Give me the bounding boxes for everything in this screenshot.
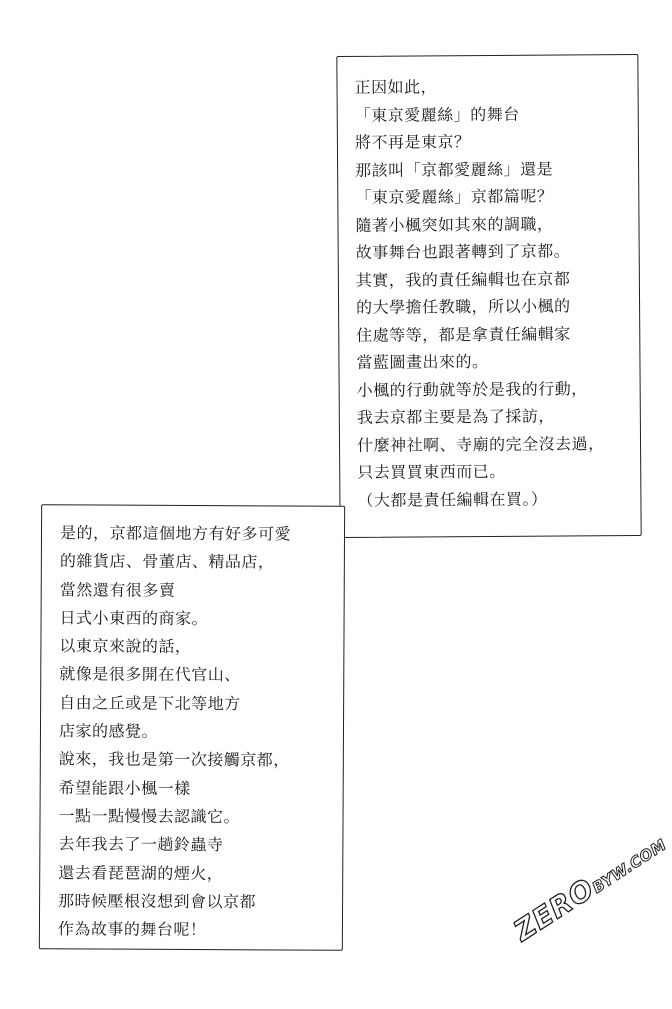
note-line: 當然還有很多賣 [59, 579, 176, 600]
note-box-top [336, 54, 641, 538]
note-line: 就像是很多開在代官山、 [59, 664, 241, 685]
note-line: 故事舞台也跟著轉到了京都。 [355, 241, 571, 262]
note-line: 將不再是東京？ [354, 132, 471, 152]
note-line: 正因如此， [354, 77, 438, 97]
note-line: 是的，京都這個地方有好多可愛 [59, 523, 292, 544]
note-line: 一點一點慢慢去認識它。 [58, 806, 241, 827]
note-line: （大都是責任編輯在買。） [357, 489, 548, 510]
note-line: 作為故事的舞台呢！ [57, 919, 207, 940]
note-line: 我去京都主要是為了採訪， [356, 406, 555, 427]
watermark-logo [508, 827, 669, 947]
note-line: 自由之丘或是下北等地方 [59, 693, 241, 714]
note-line: 還去看琵琶湖的煙火， [58, 862, 224, 883]
note-line: 住處等等，都是拿責任編輯家 [356, 323, 571, 345]
note-line: 店家的感覺。 [58, 721, 159, 741]
watermark-suffix: BYW.COM [589, 835, 670, 897]
note-line: 小楓的行動就等於是我的行動， [356, 378, 588, 400]
note-box-bottom [39, 504, 345, 951]
note-line: 什麼神社啊、寺廟的完全沒去過， [356, 433, 605, 455]
note-line: 當藍圖畫出來的。 [356, 352, 489, 372]
note-line: 說來，我也是第一次接觸京都， [58, 749, 290, 770]
note-line: 其實，我的責任編輯也在京都 [355, 268, 571, 290]
note-line: 那時候壓根沒想到會以京都 [58, 891, 257, 912]
note-line: 「東京愛麗絲」京都篇呢？ [355, 186, 554, 207]
note-line: 去年我去了一趟鈴蟲寺 [58, 834, 224, 855]
note-line: 以東京來說的話， [59, 636, 192, 657]
note-line: 希望能跟小楓一樣 [58, 777, 191, 798]
note-line: 只去買買東西而已。 [357, 461, 506, 482]
note-line: 「東京愛麗絲」的舞台 [354, 104, 520, 125]
note-line: 日式小東西的商家。 [59, 608, 209, 628]
note-line: 隨著小楓突如其來的調職， [355, 214, 554, 235]
note-line: 的雜貨店、骨董店、精品店， [59, 551, 275, 572]
note-line: 的大學擔任教職，所以小楓的 [356, 296, 571, 317]
note-line: 那該叫「京都愛麗絲」還是 [355, 159, 554, 180]
watermark-main: ZERO [508, 871, 601, 948]
